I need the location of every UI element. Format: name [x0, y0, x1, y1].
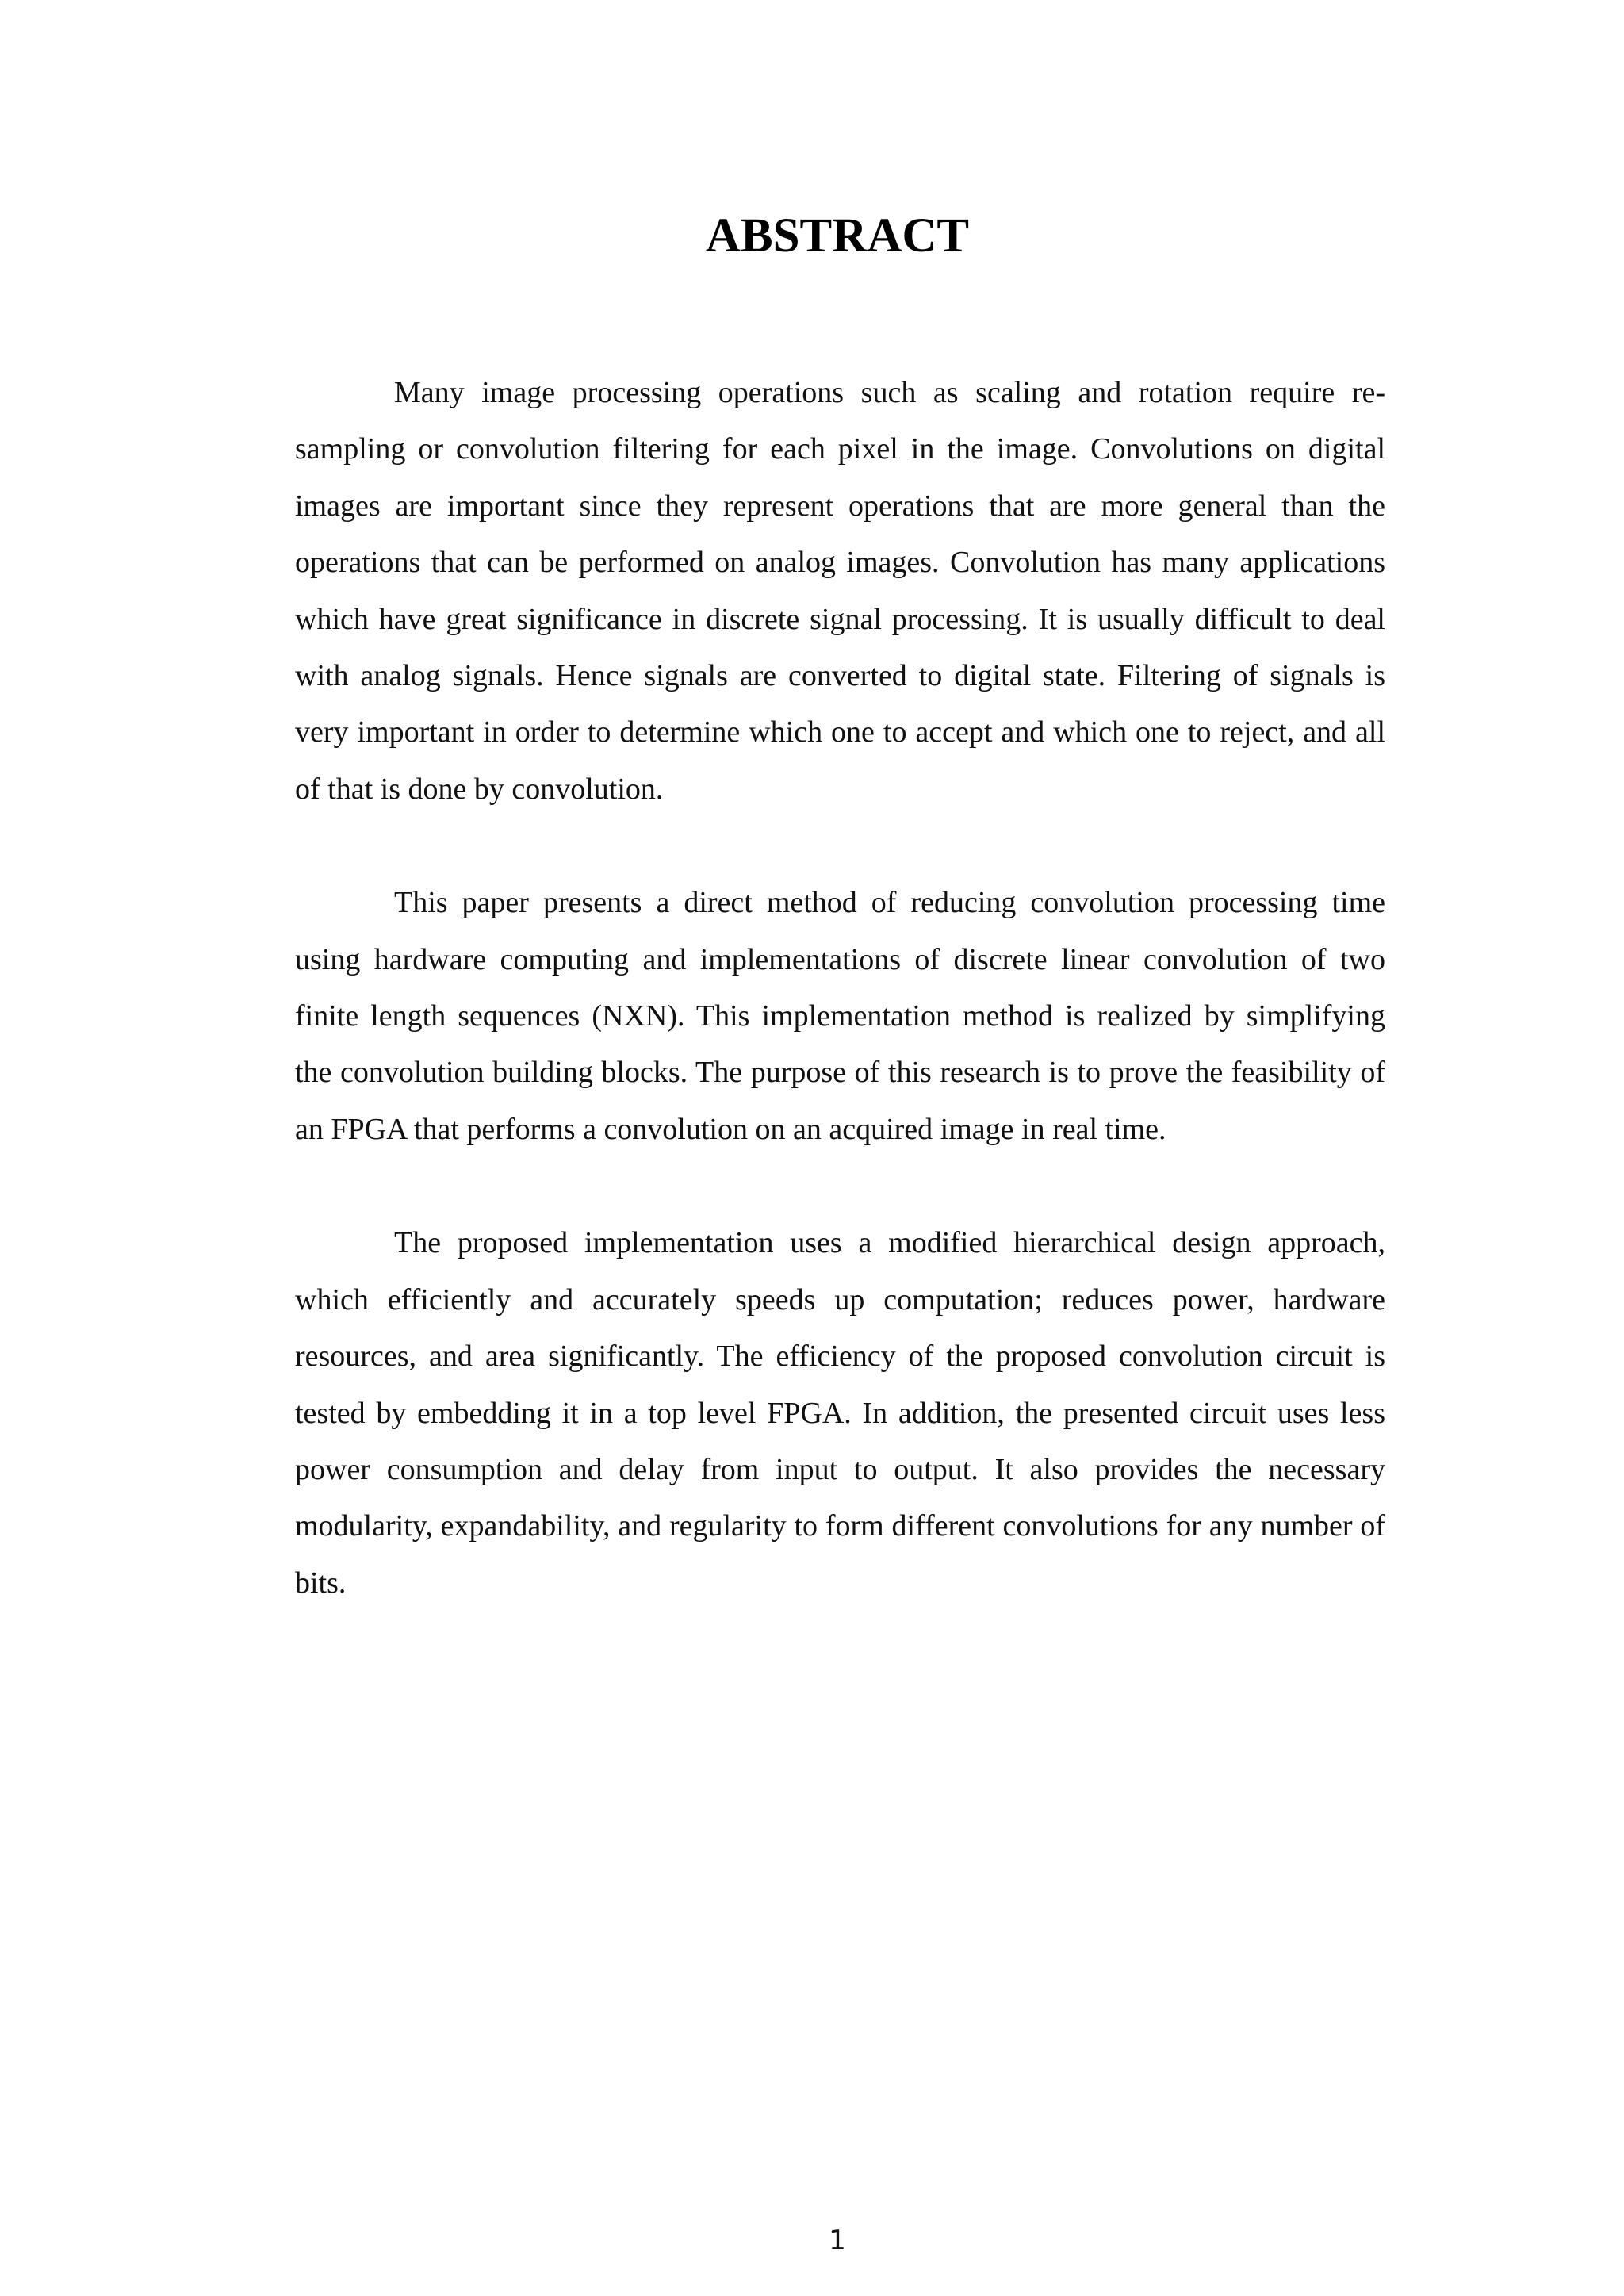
abstract-paragraph-1: Many image processing operations such as scaling and rotation require re-sampling or convolution filtering for each pixel in the image. Convolutions on digital images are important since they represent operations that are more general than the operations that can be performed on analog images. Convolution has many applications which have great significance in discrete signal processing. It is usually difficult to deal with analog signals. Hence signals are converted to digital state. Filtering of signals is very important in order to determine which one to accept and which one to reject, and all of that is done by convolution. — [295, 376, 1385, 806]
abstract-body — [295, 365, 1385, 1612]
page-title: ABSTRACT — [705, 209, 970, 263]
abstract-paragraph-2: This paper presents a direct method of reducing convolution processing time using hardware computing and implementations of discrete linear convolution of two finite length sequences (NXN). This implementation method is realized by simplifying the convolution building blocks. The purpose of this research is to prove the feasibility of an FPGA that performs a convolution on an acquired image in real time. — [295, 886, 1385, 1146]
page-number: 1 — [829, 2225, 846, 2256]
abstract-paragraph-3: The proposed implementation uses a modified hierarchical design approach, which efficiently and accurately speeds up computation; reduces power, hardware resources, and area significantly. The efficiency of the proposed convolution circuit is tested by embedding it in a top level FPGA. In addition, the presented circuit uses less power consumption and delay from input to output. It also provides the necessary modularity, expandability, and regularity to form different convolutions for any number of bits. — [295, 1226, 1385, 1600]
